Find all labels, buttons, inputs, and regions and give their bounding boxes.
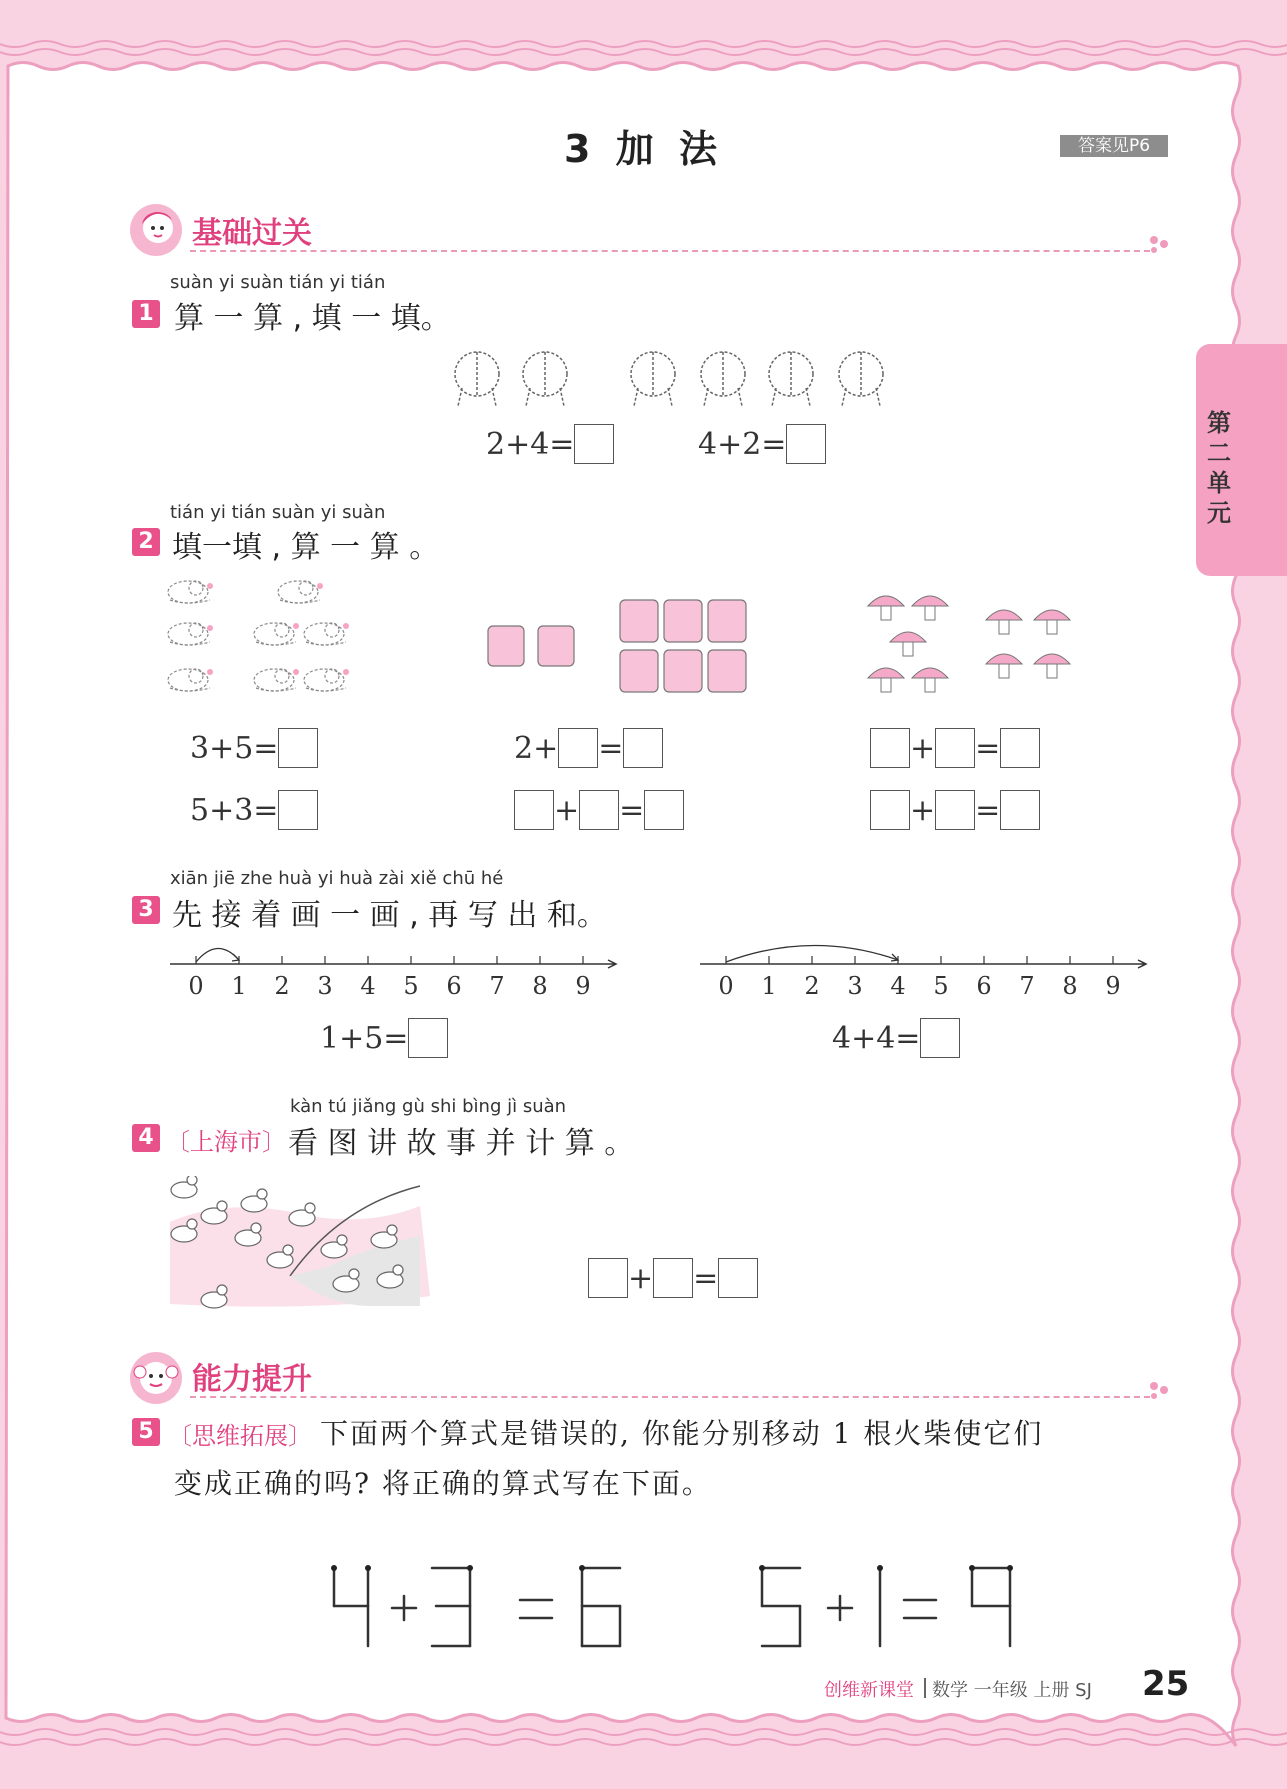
answer-box[interactable] bbox=[1000, 728, 1040, 768]
q3-equation-a: 1+5= bbox=[320, 1018, 448, 1058]
axis-tick-label: 0 bbox=[718, 972, 734, 1000]
answer-box[interactable] bbox=[1000, 790, 1040, 830]
monkey-mascot-icon bbox=[128, 1350, 184, 1406]
answer-box[interactable] bbox=[935, 790, 975, 830]
axis-tick-label: 8 bbox=[532, 972, 548, 1000]
q2-equation-a2: 5+3= bbox=[190, 790, 318, 830]
axis-line bbox=[170, 960, 616, 968]
axis-tick-label: 2 bbox=[804, 972, 820, 1000]
q4-text: 看 图 讲 故 事 并 计 算 。 bbox=[288, 1126, 635, 1161]
section-divider bbox=[190, 250, 1150, 252]
mushrooms-illustration bbox=[866, 590, 1086, 702]
q1-text: 算 一 算 , 填 一 填。 bbox=[174, 301, 451, 336]
q2-number: 2 bbox=[132, 528, 160, 556]
axis-tick-label: 8 bbox=[1062, 972, 1078, 1000]
axis-tick-label: 5 bbox=[403, 972, 419, 1000]
unit-side-tab-label: 第二单元 bbox=[1207, 409, 1231, 527]
answer-box[interactable] bbox=[786, 424, 826, 464]
axis-tick-label: 2 bbox=[274, 972, 290, 1000]
q1-equation-a: 2+4= bbox=[486, 424, 614, 464]
answer-box[interactable] bbox=[935, 728, 975, 768]
q2-equation-a1: 3+5= bbox=[190, 728, 318, 768]
answer-box[interactable] bbox=[278, 790, 318, 830]
axis-tick-label: 0 bbox=[188, 972, 204, 1000]
axis-tick-label: 9 bbox=[575, 972, 591, 1000]
q1-number: 1 bbox=[132, 300, 160, 328]
q5-tag: 〔思维拓展〕 bbox=[168, 1422, 312, 1450]
answer-reference-badge: 答案见P6 bbox=[1060, 135, 1168, 157]
number-line-a bbox=[166, 934, 626, 1004]
answer-box[interactable] bbox=[623, 728, 663, 768]
girl-mascot-icon bbox=[128, 202, 184, 258]
axis-tick-label: 6 bbox=[976, 972, 992, 1000]
q2-text: 填一填 , 算 一 算 。 bbox=[172, 530, 440, 565]
answer-box[interactable] bbox=[588, 1258, 628, 1298]
answer-box[interactable] bbox=[574, 424, 614, 464]
answer-box[interactable] bbox=[920, 1018, 960, 1058]
dots-icon bbox=[1148, 1380, 1172, 1400]
axis-tick-label: 7 bbox=[489, 972, 505, 1000]
q2-equation-c1: + = bbox=[870, 728, 1040, 768]
jump-arc bbox=[196, 948, 239, 962]
cups-illustration bbox=[484, 596, 750, 698]
axis-tick-label: 4 bbox=[360, 972, 376, 1000]
q2-equation-b2: + = bbox=[514, 790, 684, 830]
snails-illustration bbox=[166, 574, 366, 708]
page-number: 25 bbox=[1142, 1664, 1190, 1704]
q3-text: 先 接 着 画 一 画 , 再 写 出 和。 bbox=[172, 898, 607, 933]
axis-tick-label: 4 bbox=[890, 972, 906, 1000]
q5-line1: 下面两个算式是错误的, 你能分别移动 1 根火柴使它们 bbox=[320, 1417, 1044, 1450]
q4-number: 4 bbox=[132, 1124, 160, 1152]
q3-pinyin: xiān jiē zhe huà yi huà zài xiě chū hé bbox=[170, 868, 504, 889]
section-title-basic: 基础过关 bbox=[192, 216, 312, 251]
number-line-b bbox=[696, 934, 1156, 1004]
answer-box[interactable] bbox=[558, 728, 598, 768]
q4-pinyin: kàn tú jiǎng gù shi bìng jì suàn bbox=[290, 1096, 567, 1117]
section-divider bbox=[190, 1396, 1150, 1398]
q1-pinyin: suàn yi suàn tián yi tián bbox=[170, 272, 386, 293]
axis-line bbox=[700, 960, 1146, 968]
q3-equation-b: 4+4= bbox=[832, 1018, 960, 1058]
dots-icon bbox=[1148, 234, 1172, 254]
q2-pinyin: tián yi tián suàn yi suàn bbox=[170, 502, 386, 523]
q5-line2: 变成正确的吗? 将正确的算式写在下面。 bbox=[174, 1467, 712, 1500]
axis-tick-label: 3 bbox=[847, 972, 863, 1000]
footer-separator bbox=[924, 1678, 926, 1698]
axis-tick-label: 5 bbox=[933, 972, 949, 1000]
answer-box[interactable] bbox=[644, 790, 684, 830]
q4-region-tag: 〔上海市〕 bbox=[166, 1128, 286, 1156]
q4-equation: + = bbox=[588, 1258, 758, 1298]
answer-box[interactable] bbox=[579, 790, 619, 830]
answer-box[interactable] bbox=[870, 728, 910, 768]
axis-tick-label: 1 bbox=[761, 972, 777, 1000]
q3-number: 3 bbox=[132, 896, 160, 924]
axis-tick-label: 9 bbox=[1105, 972, 1121, 1000]
q2-equation-b1: 2+ = bbox=[514, 728, 663, 768]
answer-box[interactable] bbox=[278, 728, 318, 768]
answer-box[interactable] bbox=[653, 1258, 693, 1298]
answer-box[interactable] bbox=[870, 790, 910, 830]
bells-illustration bbox=[448, 346, 894, 408]
axis-tick-label: 7 bbox=[1019, 972, 1035, 1000]
footer-info: 数学 一年级 上册 SJ bbox=[932, 1680, 1092, 1701]
page-title: 3 加 法 bbox=[564, 127, 723, 171]
q2-equation-c2: + = bbox=[870, 790, 1040, 830]
answer-box[interactable] bbox=[514, 790, 554, 830]
section-title-advanced: 能力提升 bbox=[192, 1362, 312, 1397]
q5-number: 5 bbox=[132, 1418, 160, 1446]
axis-tick-label: 3 bbox=[317, 972, 333, 1000]
q1-equation-b: 4+2= bbox=[698, 424, 826, 464]
answer-box[interactable] bbox=[718, 1258, 758, 1298]
axis-tick-label: 1 bbox=[231, 972, 247, 1000]
matchstick-equations bbox=[320, 1558, 1036, 1658]
answer-box[interactable] bbox=[408, 1018, 448, 1058]
footer-brand: 创维新课堂 bbox=[824, 1680, 914, 1701]
ducks-illustration bbox=[170, 1176, 438, 1312]
axis-tick-label: 6 bbox=[446, 972, 462, 1000]
